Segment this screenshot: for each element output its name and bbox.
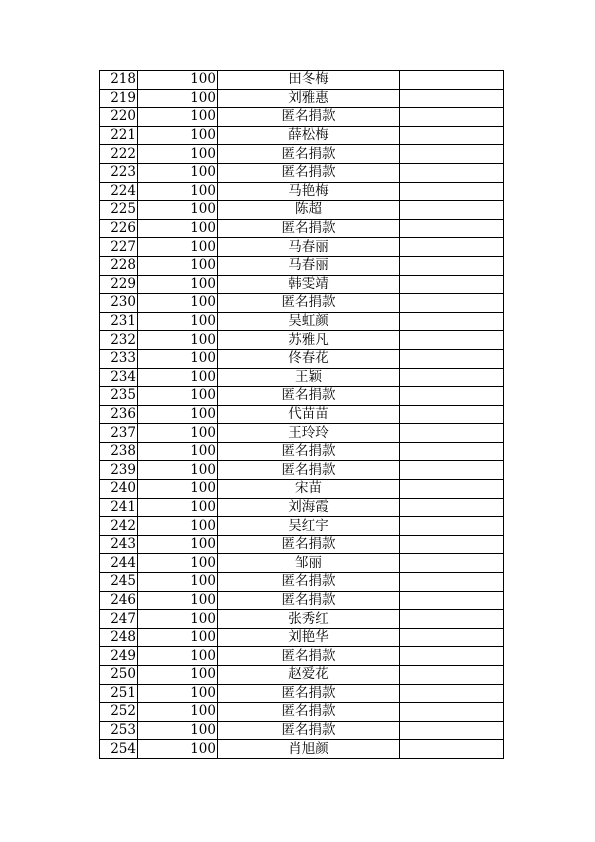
remarks-cell	[400, 405, 504, 424]
row-number: 251	[100, 684, 138, 703]
remarks-cell	[400, 71, 504, 90]
donation-amount: 100	[138, 256, 218, 275]
remarks-cell	[400, 219, 504, 238]
remarks-cell	[400, 721, 504, 740]
row-number: 226	[100, 219, 138, 238]
donor-name: 肖旭颜	[218, 740, 400, 759]
remarks-cell	[400, 238, 504, 257]
row-number: 222	[100, 145, 138, 164]
remarks-cell	[400, 387, 504, 406]
row-number: 249	[100, 647, 138, 666]
table-row	[100, 573, 504, 592]
row-number: 227	[100, 238, 138, 257]
donor-name: 马春丽	[218, 238, 400, 257]
donor-name: 代苗苗	[218, 405, 400, 424]
donation-amount: 100	[138, 535, 218, 554]
table-row	[100, 89, 504, 108]
remarks-cell	[400, 610, 504, 629]
donation-amount: 100	[138, 163, 218, 182]
table-row	[100, 684, 504, 703]
donor-name: 刘海霞	[218, 498, 400, 517]
donation-amount: 100	[138, 461, 218, 480]
table-row	[100, 703, 504, 722]
donation-amount: 100	[138, 610, 218, 629]
table-row	[100, 387, 504, 406]
table-row	[100, 498, 504, 517]
donor-name: 邹丽	[218, 554, 400, 573]
row-number: 247	[100, 610, 138, 629]
table-row	[100, 591, 504, 610]
donor-name: 匿名捐款	[218, 163, 400, 182]
row-number: 246	[100, 591, 138, 610]
table-row	[100, 442, 504, 461]
donation-amount: 100	[138, 126, 218, 145]
donation-amount: 100	[138, 666, 218, 685]
remarks-cell	[400, 163, 504, 182]
donor-name: 匿名捐款	[218, 387, 400, 406]
donor-name: 赵爱花	[218, 666, 400, 685]
donor-name: 马艳梅	[218, 182, 400, 201]
donor-name: 陈超	[218, 201, 400, 220]
remarks-cell	[400, 126, 504, 145]
donation-amount: 100	[138, 387, 218, 406]
row-number: 253	[100, 721, 138, 740]
table-row	[100, 349, 504, 368]
row-number: 220	[100, 108, 138, 127]
donor-name: 匿名捐款	[218, 461, 400, 480]
row-number: 231	[100, 312, 138, 331]
table-row	[100, 201, 504, 220]
row-number: 232	[100, 331, 138, 350]
donor-name: 匿名捐款	[218, 535, 400, 554]
table-row	[100, 535, 504, 554]
remarks-cell	[400, 498, 504, 517]
table-row	[100, 238, 504, 257]
remarks-cell	[400, 703, 504, 722]
row-number: 233	[100, 349, 138, 368]
donor-name: 刘雅惠	[218, 89, 400, 108]
donation-amount: 100	[138, 591, 218, 610]
table-row	[100, 126, 504, 145]
table-row	[100, 405, 504, 424]
row-number: 235	[100, 387, 138, 406]
table-row	[100, 145, 504, 164]
table-row	[100, 517, 504, 536]
table-row	[100, 331, 504, 350]
row-number: 250	[100, 666, 138, 685]
remarks-cell	[400, 294, 504, 313]
table-row	[100, 108, 504, 127]
remarks-cell	[400, 256, 504, 275]
donor-name: 吴虹颜	[218, 312, 400, 331]
donor-name: 吴红宇	[218, 517, 400, 536]
donation-amount: 100	[138, 498, 218, 517]
row-number: 236	[100, 405, 138, 424]
donation-amount: 100	[138, 721, 218, 740]
remarks-cell	[400, 573, 504, 592]
donor-name: 张秀红	[218, 610, 400, 629]
table-row	[100, 424, 504, 443]
donor-name: 匿名捐款	[218, 442, 400, 461]
remarks-cell	[400, 480, 504, 499]
row-number: 223	[100, 163, 138, 182]
remarks-cell	[400, 647, 504, 666]
donation-table-body	[100, 71, 504, 759]
row-number: 239	[100, 461, 138, 480]
donation-amount: 100	[138, 312, 218, 331]
remarks-cell	[400, 517, 504, 536]
donor-name: 匿名捐款	[218, 145, 400, 164]
donation-amount: 100	[138, 219, 218, 238]
remarks-cell	[400, 349, 504, 368]
row-number: 238	[100, 442, 138, 461]
table-row	[100, 368, 504, 387]
donor-name: 王玲玲	[218, 424, 400, 443]
donation-amount: 100	[138, 182, 218, 201]
remarks-cell	[400, 182, 504, 201]
donation-amount: 100	[138, 517, 218, 536]
row-number: 242	[100, 517, 138, 536]
donation-amount: 100	[138, 573, 218, 592]
remarks-cell	[400, 145, 504, 164]
donor-name: 佟春花	[218, 349, 400, 368]
donor-name: 匿名捐款	[218, 703, 400, 722]
donation-amount: 100	[138, 71, 218, 90]
remarks-cell	[400, 89, 504, 108]
donor-name: 马春丽	[218, 256, 400, 275]
table-row	[100, 628, 504, 647]
donation-amount: 100	[138, 424, 218, 443]
donation-amount: 100	[138, 201, 218, 220]
row-number: 240	[100, 480, 138, 499]
remarks-cell	[400, 312, 504, 331]
remarks-cell	[400, 554, 504, 573]
remarks-cell	[400, 628, 504, 647]
table-row	[100, 182, 504, 201]
row-number: 218	[100, 71, 138, 90]
row-number: 237	[100, 424, 138, 443]
donation-amount: 100	[138, 554, 218, 573]
donation-amount: 100	[138, 368, 218, 387]
remarks-cell	[400, 201, 504, 220]
table-row	[100, 275, 504, 294]
table-row	[100, 163, 504, 182]
table-row	[100, 461, 504, 480]
donation-amount: 100	[138, 108, 218, 127]
donation-amount: 100	[138, 349, 218, 368]
table-row	[100, 740, 504, 759]
donation-amount: 100	[138, 647, 218, 666]
remarks-cell	[400, 442, 504, 461]
row-number: 244	[100, 554, 138, 573]
row-number: 241	[100, 498, 138, 517]
table-row	[100, 554, 504, 573]
row-number: 219	[100, 89, 138, 108]
donor-name: 匿名捐款	[218, 721, 400, 740]
donation-amount: 100	[138, 480, 218, 499]
donor-name: 王颖	[218, 368, 400, 387]
row-number: 230	[100, 294, 138, 313]
row-number: 225	[100, 201, 138, 220]
donation-amount: 100	[138, 684, 218, 703]
remarks-cell	[400, 368, 504, 387]
remarks-cell	[400, 424, 504, 443]
table-row	[100, 312, 504, 331]
table-row	[100, 256, 504, 275]
remarks-cell	[400, 275, 504, 294]
table-row	[100, 294, 504, 313]
donor-name: 薛松梅	[218, 126, 400, 145]
donation-amount: 100	[138, 628, 218, 647]
table-row	[100, 480, 504, 499]
donation-amount: 100	[138, 275, 218, 294]
row-number: 254	[100, 740, 138, 759]
remarks-cell	[400, 461, 504, 480]
donation-amount: 100	[138, 740, 218, 759]
donation-amount: 100	[138, 89, 218, 108]
donor-name: 匿名捐款	[218, 573, 400, 592]
donation-amount: 100	[138, 405, 218, 424]
donation-amount: 100	[138, 238, 218, 257]
remarks-cell	[400, 740, 504, 759]
table-row	[100, 666, 504, 685]
donation-amount: 100	[138, 703, 218, 722]
table-row	[100, 721, 504, 740]
row-number: 221	[100, 126, 138, 145]
table-row	[100, 610, 504, 629]
row-number: 245	[100, 573, 138, 592]
table-row	[100, 219, 504, 238]
remarks-cell	[400, 535, 504, 554]
row-number: 248	[100, 628, 138, 647]
donation-amount: 100	[138, 294, 218, 313]
remarks-cell	[400, 591, 504, 610]
donor-name: 匿名捐款	[218, 294, 400, 313]
row-number: 234	[100, 368, 138, 387]
donor-name: 田冬梅	[218, 71, 400, 90]
donor-name: 匿名捐款	[218, 108, 400, 127]
donor-name: 苏雅凡	[218, 331, 400, 350]
row-number: 224	[100, 182, 138, 201]
donor-name: 匿名捐款	[218, 591, 400, 610]
donor-name: 刘艳华	[218, 628, 400, 647]
remarks-cell	[400, 108, 504, 127]
remarks-cell	[400, 684, 504, 703]
donor-name: 匿名捐款	[218, 684, 400, 703]
donor-name: 韩雯靖	[218, 275, 400, 294]
donation-amount: 100	[138, 145, 218, 164]
donation-amount: 100	[138, 331, 218, 350]
row-number: 228	[100, 256, 138, 275]
row-number: 252	[100, 703, 138, 722]
row-number: 229	[100, 275, 138, 294]
donor-name: 宋苗	[218, 480, 400, 499]
table-row	[100, 647, 504, 666]
remarks-cell	[400, 666, 504, 685]
row-number: 243	[100, 535, 138, 554]
donor-name: 匿名捐款	[218, 219, 400, 238]
donation-table	[99, 70, 504, 759]
remarks-cell	[400, 331, 504, 350]
donor-name: 匿名捐款	[218, 647, 400, 666]
donation-amount: 100	[138, 442, 218, 461]
table-row	[100, 71, 504, 90]
